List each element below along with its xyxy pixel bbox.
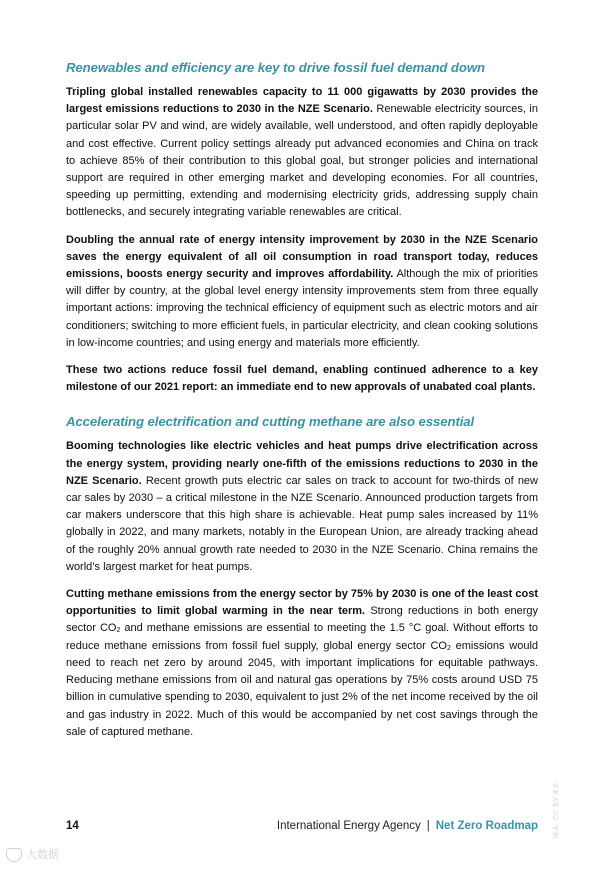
page-number: 14 [66,820,79,832]
paragraph-body-part: emissions would need to reach net zero by around 2045, with important implications for equitable pathways. Reducing methane emissions from oil and natural gas operations by 75% costs around USD 75 billion in cumulative spending to 2030, equivalent to just 2% of the net income received by the oil and gas industry in 2022. Much of this would be accompanied by net cost savings through the sale of captured methane. [66,639,539,738]
paragraph-lead: Booming technologies like electric vehicles and heat pumps drive electrification across the energy system, providing nearly one-fifth of the emissions reductions to 2030 in the NZE Scenario. [66,440,538,487]
subscript: 2 [446,644,451,652]
paragraph-methane [66,586,538,741]
paragraph-body: Recent growth puts electric car sales on track to account for two-thirds of new car sales by 2030 – a critical milestone in the NZE Scenario. Announced production targets from car makers underscore that this high share is achievable. Heat pump sales increased by 11% globally in 2022, and many markets, notably in the European Union, are already tracking ahead of the roughly 20% annual growth rate needed to 2030 in the NZE Scenario. China remains the world’s largest market for heat pumps. [66,474,538,573]
footer-report-title: Net Zero Roadmap [435,820,538,832]
paragraph-body-part: and methane emissions are essential to meeting the 1.5 °C goal. Without efforts to reduce methane emissions from fossil fuel supply, global energy sector CO [66,622,538,652]
watermark-text: 大数据 [26,849,59,861]
license-notice: IEA. CC BY 4.0. [553,780,560,838]
paragraph-coal-milestone [66,362,538,396]
paragraph-lead: Doubling the annual rate of energy intensity improvement by 2030 in the NZE Scenario saves the energy equivalent of all oil consumption in road transport today, reduces emissions, boosts energy security and improves affordability. [66,233,538,281]
section-heading-electrification: Accelerating electrification and cutting methane are also essential [66,414,475,430]
paragraph-energy-intensity [66,232,538,352]
paragraph-renewables-capacity [66,84,538,222]
subscript: 2 [116,627,121,635]
section-heading-renewables: Renewables and efficiency are key to drive fossil fuel demand down [66,60,485,75]
footer-organization: International Energy Agency [276,820,421,832]
paragraph-lead: Tripling global installed renewables capacity to 11 000 gigawatts by 2030 provides the largest emissions reductions to 2030 in the NZE Scenario. [66,86,538,116]
watermark-logo-icon [6,848,22,862]
footer-separator: | [426,820,430,832]
paragraph-electrification [66,438,538,576]
running-footer [277,820,538,832]
paragraph-lead: Cutting methane emissions from the energy sector by 75% by 2030 is one of the least cost opportunities to limit global warming in the near term. [66,588,538,618]
paragraph-body: Renewable electricity sources, in particular solar PV and wind, are widely available, well understood, and often rapidly deployable and cost effective. Current policy settings already put advanced economies and China on track to achieve 85% of their contribution to this global goal, but stronger policies and international support are required in other emerging market and developing economies. For all countries, speeding up permitting, extending and modernising electricity grids, addressing supply chain bottlenecks, and securely integrating variable renewables are critical. [66,103,538,219]
paragraph-body-part: Strong reductions in both energy sector CO [66,605,539,635]
paragraph-body: Although the mix of priorities will differ by country, at the global level energy intensity improvements stem from three equally important actions: improving the technical efficiency of equipment such as electric motors and air conditioners; switching to more efficient fuels, in particular electricity, and clean cooking solutions in low-income countries; and using energy and materials more efficiently. [66,268,538,349]
paragraph-lead: These two actions reduce fossil fuel demand, enabling continued adherence to a key milestone of our 2021 report: an immediate end to new approvals of unabated coal plants. [66,364,538,394]
watermark [6,846,59,862]
document-page [66,60,538,751]
